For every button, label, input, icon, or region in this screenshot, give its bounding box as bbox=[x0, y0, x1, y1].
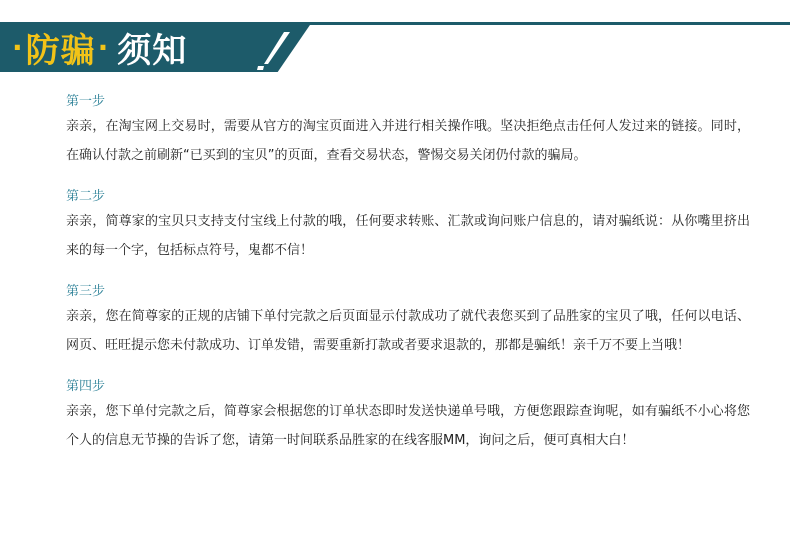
step-title: 第四步 bbox=[66, 379, 106, 394]
step-3 bbox=[66, 282, 750, 360]
page-title bbox=[10, 24, 187, 70]
step-text: 亲亲，简尊家的宝贝只支持支付宝线上付款的哦，任何要求转账、汇款或询问账户信息的，请对骗纸说：从你嘴里挤出来的每一个字，包括标点符号，鬼都不信！ bbox=[66, 214, 750, 258]
step-text: 亲亲，在淘宝网上交易时，需要从官方的淘宝页面进入并进行相关操作哦。坚决拒绝点击任何人发过来的链接。同时，在确认付款之前刷新“已买到的宝贝”的页面，查看交易状态，警惕交易关闭仍付款的骗局。 bbox=[66, 119, 750, 163]
content bbox=[66, 92, 750, 455]
title-accent: 防骗 bbox=[25, 30, 96, 71]
step-text: 亲亲，您在简尊家的正规的店铺下单付完款之后页面显示付款成功了就代表您买到了品胜家的宝贝了哦，任何以电话、网页、旺旺提示您未付款成功、订单发错，需要重新打款或者要求退款的，那都是骗纸！亲千万不要上当哦！ bbox=[66, 309, 750, 353]
title-main: 须知 bbox=[117, 30, 188, 71]
step-2 bbox=[66, 187, 750, 265]
step-4 bbox=[66, 377, 750, 455]
title-dot-right: · bbox=[97, 30, 110, 64]
step-title: 第一步 bbox=[66, 94, 106, 109]
step-1 bbox=[66, 92, 750, 170]
step-title: 第三步 bbox=[66, 284, 106, 299]
title-dot-left: · bbox=[12, 30, 24, 64]
step-title: 第二步 bbox=[66, 189, 106, 204]
slash-mark-icon bbox=[256, 30, 296, 72]
header-banner bbox=[0, 0, 790, 78]
step-text: 亲亲，您下单付完款之后，简尊家会根据您的订单状态即时发送快递单号哦，方便您跟踪查询呢，如有骗纸不小心将您个人的信息无节操的告诉了您，请第一时间联系品胜家的在线客服MM，询问之后，便可真相大白！ bbox=[66, 404, 750, 448]
